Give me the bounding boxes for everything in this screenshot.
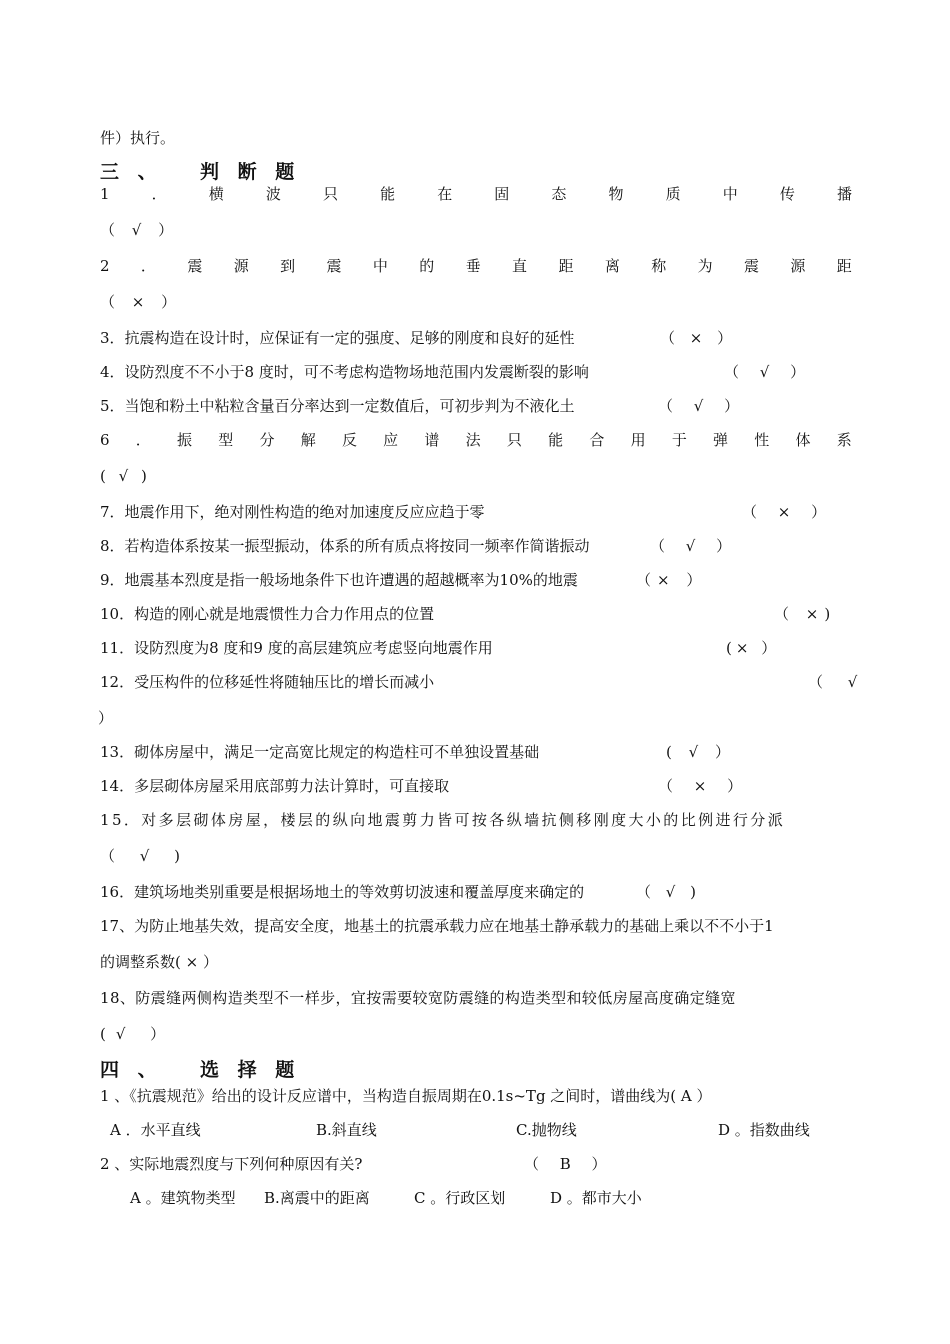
- judge-item-2: 2 ． 震 源 到 震 中 的 垂 直 距 离 称 为 震 源 距: [100, 257, 852, 275]
- judge-item-16: 16．建筑场地类别重要是根据场地土的等效剪切波速和覆盖厚度来确定的: [100, 883, 585, 901]
- carryover-text: 件）执行。: [100, 129, 176, 147]
- section4-number: 四 、: [100, 1059, 163, 1081]
- judge-item-9-answer: （× ）: [636, 571, 708, 589]
- choice-q2-option-d: D 。都市大小: [550, 1189, 642, 1207]
- choice-q2-option-c: C 。行政区划: [414, 1189, 506, 1207]
- judge-item-9: 9．地震基本烈度是指一般场地条件下也许遭遇的超越概率为10%的地震: [100, 571, 578, 589]
- judge-item-7-answer: （ × ）: [742, 503, 835, 521]
- judge-item-4-answer: （ √ ）: [724, 363, 814, 381]
- judge-item-7: 7．地震作用下，绝对刚性构造的绝对加速度反应应趋于零: [100, 503, 485, 521]
- section3-title: 判 断 题: [200, 161, 301, 183]
- choice-question-2: 2 、实际地震烈度与下列何种原因有关?: [100, 1155, 363, 1173]
- judge-item-14: 14．多层砌体房屋采用底部剪力法计算时，可直接取: [100, 777, 450, 795]
- judge-item-11: 11．设防烈度为8 度和9 度的高层建筑应考虑竖向地震作用: [100, 639, 493, 657]
- choice-q1-option-c: C.抛物线: [516, 1121, 577, 1139]
- judge-item-5: 5．当饱和粉土中粘粒含量百分率达到一定数值后，可初步判为不液化土: [100, 397, 575, 415]
- judge-item-8-answer: （ √ ）: [650, 537, 740, 555]
- judge-item-15: 15．对多层砌体房屋，楼层的纵向地震剪力皆可按各纵墙抗侧移刚度大小的比例进行分派: [100, 811, 786, 829]
- judge-item-18-answer: (√ ）: [100, 1025, 176, 1043]
- judge-item-12-answer-close: ）: [98, 709, 114, 727]
- choice-q2-option-b: B.离震中的距离: [264, 1189, 370, 1207]
- judge-item-4: 4．设防烈度不不小于8 度时，可不考虑构造物场地范围内发震断裂的影响: [100, 363, 589, 381]
- choice-q2-option-a: A 。建筑物类型: [130, 1189, 236, 1207]
- judge-item-6: 6 ． 振 型 分 解 反 应 谱 法 只 能 合 用 于 弹 性 体 系: [100, 431, 852, 449]
- judge-item-3: 3．抗震构造在设计时，应保证有一定的强度、足够的刚度和良好的延性: [100, 329, 575, 347]
- judge-item-13: 13．砌体房屋中，满足一定高宽比规定的构造柱可不单独设置基础: [100, 743, 540, 761]
- choice-question-2-answer: （ B ）: [524, 1155, 615, 1173]
- judge-item-17-answer: 的调整系数( × ）: [100, 953, 218, 971]
- judge-item-12-answer-open: （ √: [808, 673, 868, 691]
- judge-item-14-answer: （ × ）: [658, 777, 751, 795]
- judge-item-12: 12．受压构件的位移延性将随轴压比的增长而减小: [100, 673, 435, 691]
- judge-item-13-answer: ( √ ）: [666, 743, 736, 761]
- judge-item-1: 1 ． 横 波 只 能 在 固 态 物 质 中 传 播: [100, 185, 852, 203]
- judge-item-10-answer: （ ×): [774, 605, 837, 623]
- section3-number: 三 、: [100, 161, 163, 183]
- choice-q1-option-a: A ．水平直线: [110, 1121, 201, 1139]
- judge-item-11-answer: (× ）: [726, 639, 781, 657]
- judge-item-8: 8．若构造体系按某一振型振动，体系的所有质点将按同一频率作简谐振动: [100, 537, 590, 555]
- section4-title: 选 择 题: [200, 1059, 301, 1081]
- judge-item-17: 17、为防止地基失效，提高安全度，地基土的抗震承载力应在地基土静承载力的基础上乘以不不小于1: [100, 917, 774, 935]
- judge-item-3-answer: （ × ）: [660, 329, 738, 347]
- judge-item-10: 10．构造的刚心就是地震惯性力合力作用点的位置: [100, 605, 435, 623]
- choice-question-1: 1 、《抗震规范》给出的设计反应谱中，当构造自振周期在0.1s~Tg 之间时，谱曲线为( A ）: [100, 1087, 712, 1105]
- judge-item-6-answer: ( √ ): [100, 467, 151, 485]
- judge-item-1-answer: （ √ ）: [100, 221, 180, 239]
- judge-item-16-answer: （ √ ): [636, 883, 701, 901]
- choice-q1-option-b: B.斜直线: [316, 1121, 377, 1139]
- judge-item-5-answer: （ √ ）: [658, 397, 748, 415]
- judge-item-15-answer: （ √ ): [100, 847, 190, 865]
- judge-item-18: 18、防震缝两侧构造类型不一样步，宜按需要较宽防震缝的构造类型和较低房屋高度确定缝宽: [100, 989, 736, 1007]
- judge-item-2-answer: （ × ）: [100, 293, 183, 311]
- choice-q1-option-d: D 。指数曲线: [718, 1121, 810, 1139]
